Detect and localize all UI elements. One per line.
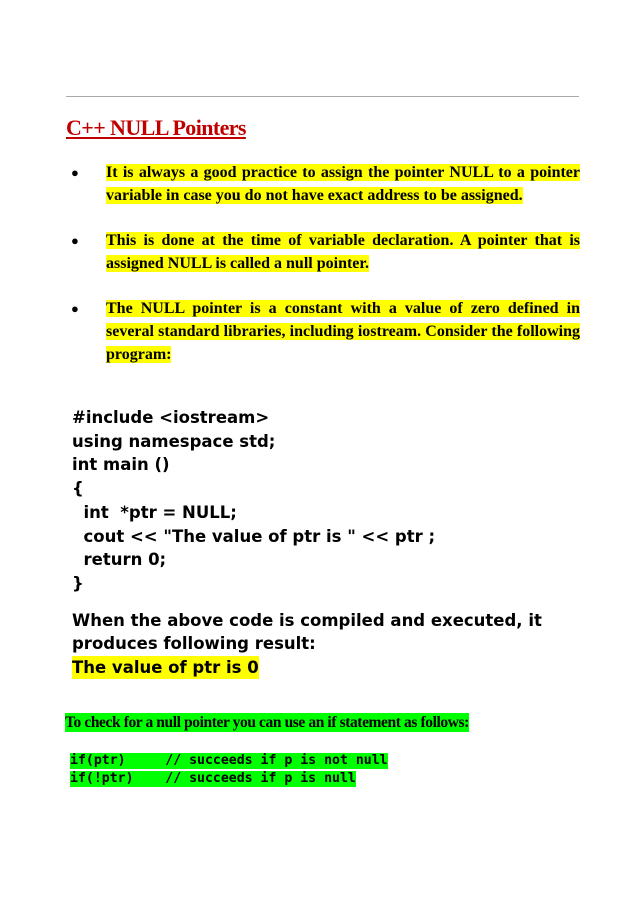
code-line: {: [72, 479, 84, 499]
code-line: using namespace std;: [72, 431, 276, 451]
bullet-list: [66, 161, 580, 366]
bullet-item: [66, 229, 580, 275]
if-code-line: if(ptr) // succeeds if p is not null: [70, 753, 388, 768]
code-line: int main (): [72, 455, 170, 475]
bullet-text: It is always a good practice to assign the pointer NULL to a pointer variable in case you do not have exact address to be assigned.: [106, 164, 580, 204]
check-null-heading: To check for a null pointer you can use an if statement as follows:: [65, 714, 469, 731]
code-line: #include <iostream>: [72, 408, 270, 427]
result-output: The value of ptr is 0: [72, 658, 259, 677]
bullet-item: [66, 297, 580, 366]
code-line: }: [72, 573, 84, 593]
if-code-line: if(!ptr) // succeeds if p is null: [70, 771, 356, 786]
bullet-dot-icon: ●: [71, 233, 79, 248]
bullet-dot-icon: ●: [71, 301, 79, 316]
code-block: [72, 406, 435, 596]
code-line: cout << "The value of ptr is " << ptr ;: [72, 526, 436, 546]
bullet-text: This is done at the time of variable declaration. A pointer that is assigned NULL is called a null pointer.: [106, 232, 580, 272]
result-section: [72, 609, 582, 679]
horizontal-rule: [66, 96, 579, 97]
page-title: C++ NULL Pointers: [66, 115, 246, 140]
code-line: int *ptr = NULL;: [72, 502, 237, 522]
result-intro: When the above code is compiled and executed, it produces following result:: [72, 611, 542, 653]
code-line: return 0;: [72, 550, 167, 570]
bullet-text: The NULL pointer is a constant with a value of zero defined in several standard libraries, including iostream. Consider the following program:: [106, 300, 580, 363]
bullet-item: [66, 161, 580, 207]
bullet-dot-icon: ●: [71, 165, 79, 180]
